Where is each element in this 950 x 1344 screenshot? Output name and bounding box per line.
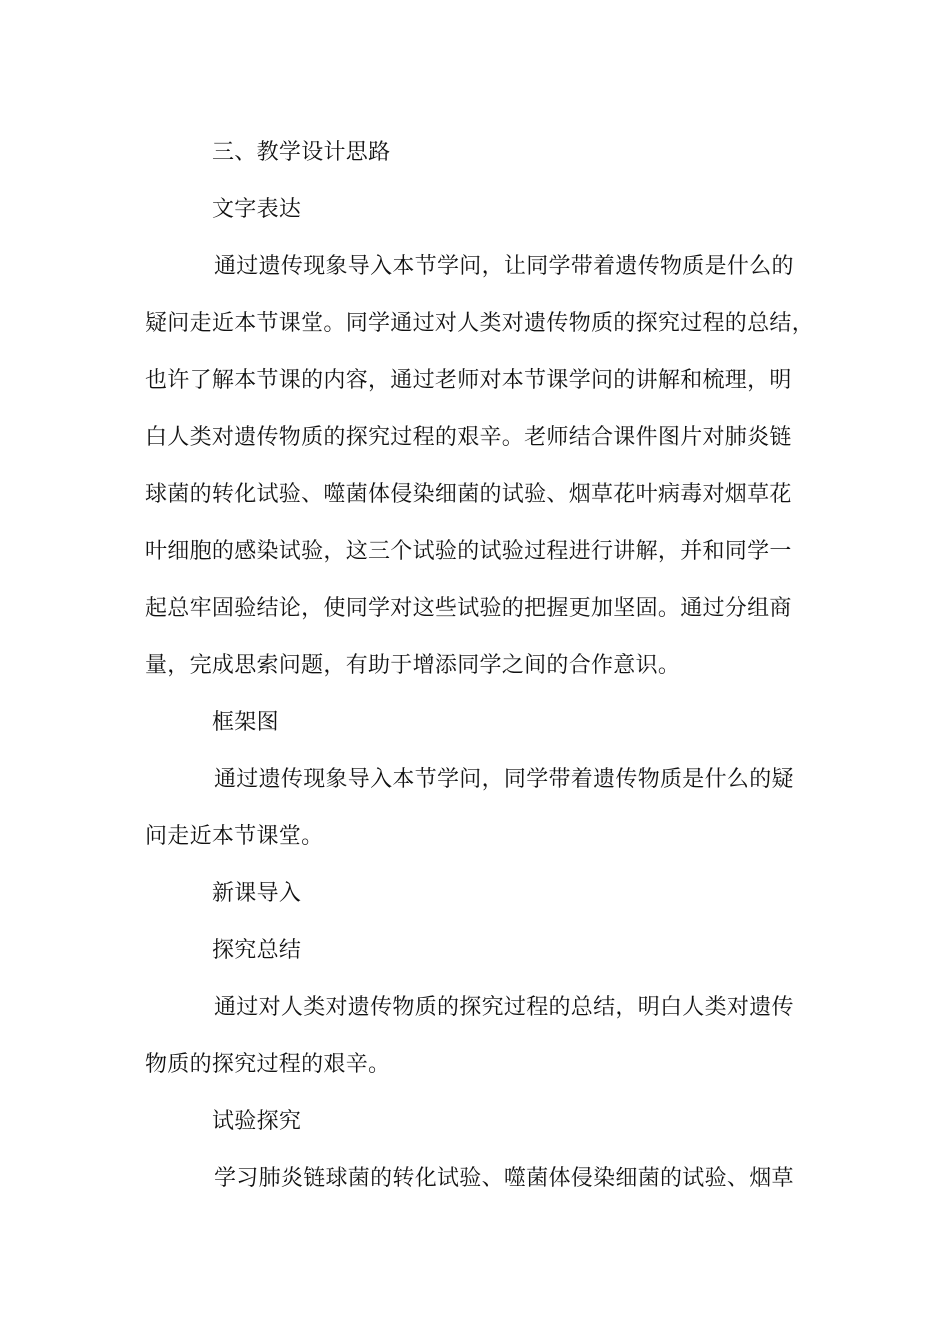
subheading-experiment: 试验探究 <box>212 1109 302 1134</box>
paragraph-line: 学习肺炎链球菌的转化试验、噬菌体侵染细菌的试验、烟草 <box>214 1166 794 1191</box>
paragraph-line: 球菌的转化试验、噬菌体侵染细菌的试验、烟草花叶病毒对烟草花 <box>145 482 792 507</box>
paragraph-line: 起总牢固验结论，使同学对这些试验的把握更加坚固。通过分组商 <box>145 596 792 621</box>
paragraph-line: 量，完成思索问题，有助于增添同学之间的合作意识。 <box>145 653 681 678</box>
subheading-framework: 框架图 <box>212 710 279 735</box>
paragraph-line: 通过对人类对遗传物质的探究过程的总结，明白人类对遗传 <box>214 995 794 1020</box>
section-heading: 三、教学设计思路 <box>212 140 391 165</box>
paragraph-line: 问走近本节课堂。 <box>145 824 324 849</box>
paragraph-line: 通过遗传现象导入本节学问，同学带着遗传物质是什么的疑 <box>214 767 794 792</box>
paragraph-line: 白人类对遗传物质的探究过程的艰辛。老师结合课件图片对肺炎链 <box>145 425 792 450</box>
subheading-text-expression: 文字表达 <box>212 197 302 222</box>
paragraph-line: 通过遗传现象导入本节学问，让同学带着遗传物质是什么的 <box>214 254 794 279</box>
paragraph-line: 叶细胞的感染试验，这三个试验的试验过程进行讲解，并和同学一 <box>145 539 792 564</box>
paragraph-line: 物质的探究过程的艰辛。 <box>145 1052 391 1077</box>
subheading-inquiry-summary: 探究总结 <box>212 938 302 963</box>
subheading-new-lesson: 新课导入 <box>212 881 302 906</box>
paragraph-line: 也许了解本节课的内容，通过老师对本节课学问的讲解和梳理，明 <box>145 368 792 393</box>
paragraph-line: 疑问走近本节课堂。同学通过对人类对遗传物质的探究过程的总结， <box>145 311 815 336</box>
